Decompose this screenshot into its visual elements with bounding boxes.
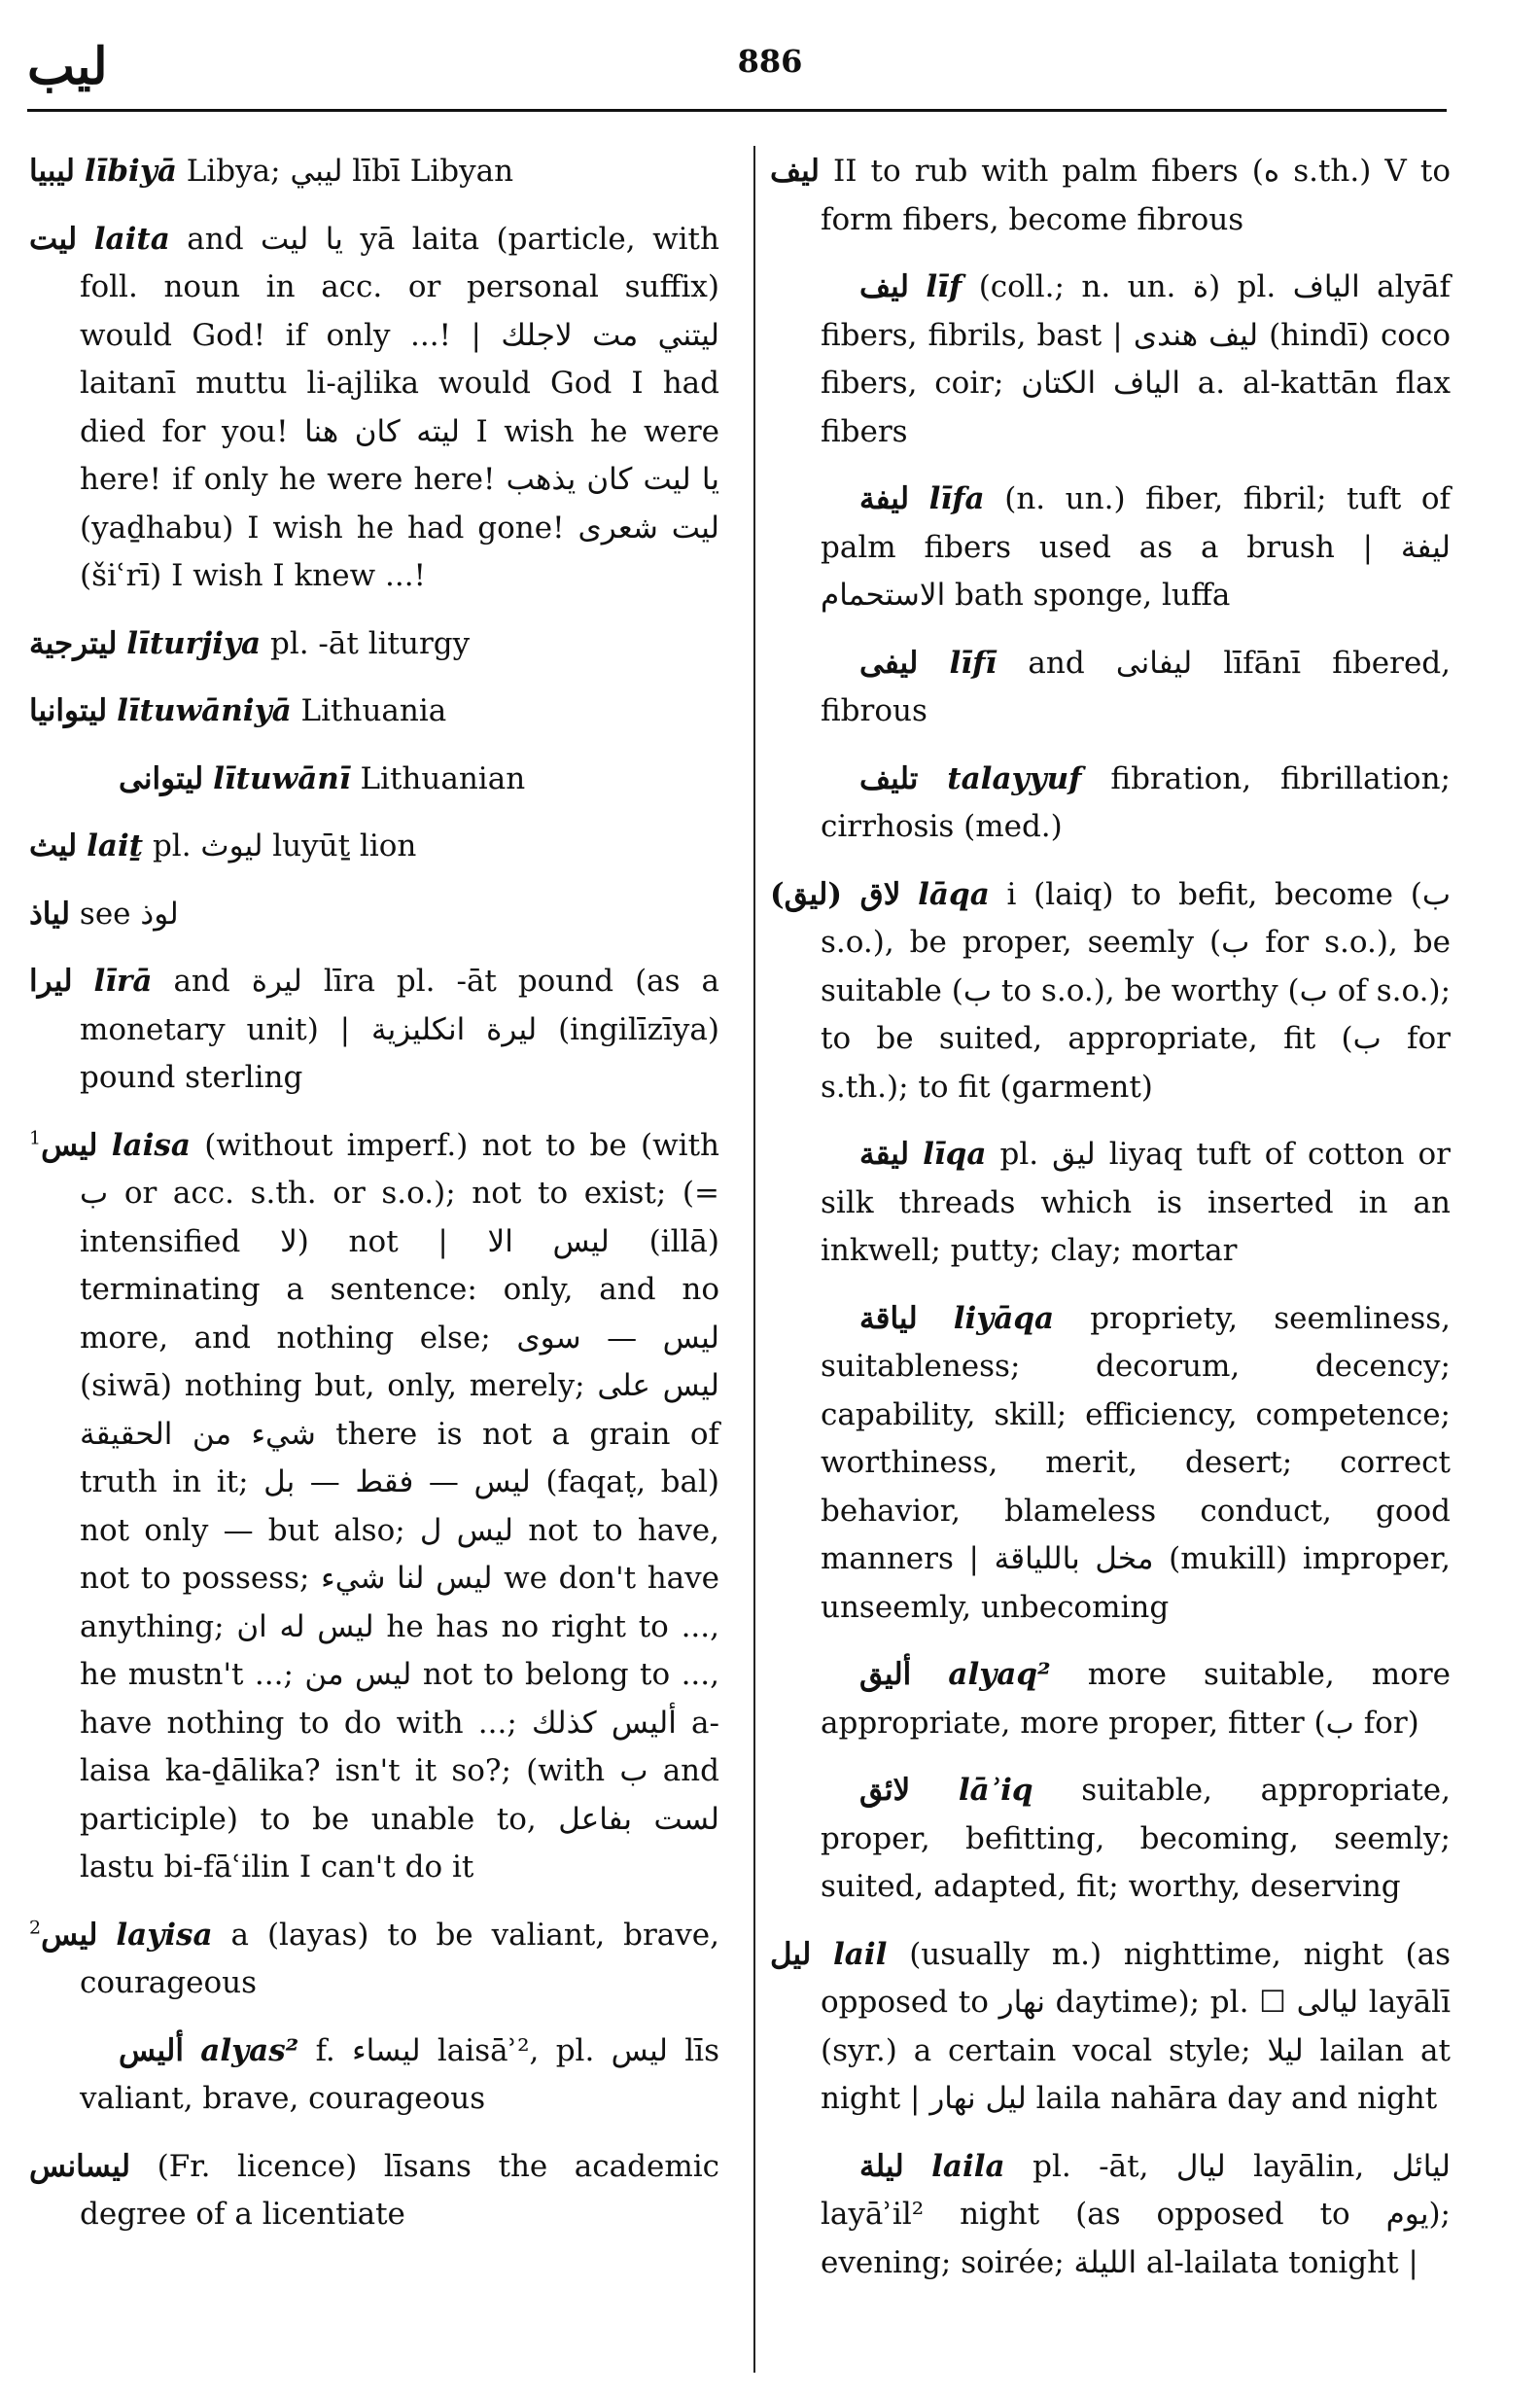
entry-definition: and ليفانى līfānī fibered, fibrous xyxy=(821,645,1451,728)
entry-headword-arabic: ليفة xyxy=(859,481,910,516)
entry-transliteration: laila xyxy=(931,2148,1005,2184)
entry-headword-arabic: تليف xyxy=(859,760,919,796)
entry-definition: pl. -āt liturgy xyxy=(269,625,471,661)
entry-definition: pl. ليق liyaq tuft of cotton or silk threads which is inserted in an inkwell; putty; clay; mortar xyxy=(821,1137,1452,1268)
entry-definition: Lithuanian xyxy=(360,760,526,796)
entry-definition: pl. ليوث luyūṯ lion xyxy=(152,828,417,863)
entry-definition: Lithuania xyxy=(300,693,447,728)
dictionary-entry xyxy=(29,891,719,939)
entry-transliteration: lāqa xyxy=(918,876,990,912)
entry-definition: (n. un.) fiber, fibril; tuft of palm fibers used as a brush | ليفة الاستحمام bath sponge, luffa xyxy=(821,481,1452,613)
entry-headword-arabic: ليفى xyxy=(859,645,919,681)
entry-headword-arabic: ليرا xyxy=(29,964,73,999)
dictionary-entry xyxy=(770,148,1451,244)
entry-transliteration: lītuwānī xyxy=(213,760,351,796)
right-column xyxy=(770,148,1451,2307)
entry-headword-arabic: لياقة xyxy=(859,1300,918,1336)
entry-definition: propriety, seemliness, suitableness; decorum, decency; capability, skill; efficiency, competence; worthiness, merit, desert; correct behavior, blameless conduct, good manners | مخل باللياقة (mukill) improper, unseemly, unbecoming xyxy=(821,1300,1452,1625)
entry-transliteration: līturjiya xyxy=(126,625,262,661)
entry-transliteration: laita xyxy=(93,221,170,257)
entry-transliteration: alyas² xyxy=(200,2032,299,2068)
entry-headword-arabic: ليل xyxy=(770,1936,812,1972)
entry-homograph-number: 1 xyxy=(29,1127,42,1149)
entry-definition: (Fr. licence) līsans the academic degree of a licentiate xyxy=(80,2148,719,2232)
entry-headword-arabic: أليس xyxy=(119,2032,184,2068)
dictionary-entry xyxy=(770,1131,1451,1276)
entry-transliteration: līf xyxy=(926,269,962,304)
entry-transliteration: laiṯ xyxy=(87,828,144,863)
page-header xyxy=(0,0,1540,117)
entry-headword-arabic: ليسانس xyxy=(29,2148,131,2184)
entry-headword-arabic: ليس xyxy=(41,1917,98,1953)
entry-definition: II to rub with palm fibers (ه s.th.) V to form fibers, become fibrous xyxy=(821,154,1451,237)
dictionary-entry xyxy=(29,1912,719,2008)
dictionary-entry xyxy=(770,264,1451,456)
entry-headword-arabic: ليس xyxy=(41,1127,98,1163)
entry-definition: Libya; ليبي lībī Libyan xyxy=(186,154,514,189)
entry-definition: more suitable, more appropriate, more proper, fitter (ب for) xyxy=(821,1657,1451,1741)
entry-transliteration: līqa xyxy=(923,1137,987,1172)
entry-transliteration: lītuwāniyā xyxy=(117,693,292,728)
entry-transliteration: līrā xyxy=(93,964,153,999)
entry-headword-arabic: ليتوانيا xyxy=(29,693,108,728)
entry-headword-arabic: لياذ xyxy=(29,896,71,932)
entry-headword-arabic: ليث xyxy=(29,828,78,863)
entry-transliteration: layisa xyxy=(116,1917,213,1953)
entry-headword-arabic: ليبيا xyxy=(29,154,75,189)
entry-transliteration: līfa xyxy=(928,481,985,516)
running-head-arabic: ليب xyxy=(27,37,108,96)
entry-headword-arabic: ليقة xyxy=(859,1137,910,1172)
dictionary-entry xyxy=(29,1122,719,1892)
dictionary-entry xyxy=(770,640,1451,736)
column-divider xyxy=(753,146,755,2373)
dictionary-entry xyxy=(770,475,1451,620)
entry-homograph-number: 2 xyxy=(29,1917,42,1939)
entry-headword-arabic: ليترجية xyxy=(29,625,118,661)
entry-transliteration: lail xyxy=(833,1936,888,1972)
dictionary-entry xyxy=(770,1931,1451,2124)
entry-headword-arabic: أليق xyxy=(859,1657,912,1692)
entry-transliteration: alyaq² xyxy=(948,1657,1051,1692)
dictionary-entry xyxy=(29,958,719,1103)
entry-definition: and ليرة līra pl. -āt pound (as a monetary unit) | ليرة انكليزية (ingilīzīya) pound sterling xyxy=(80,964,720,1095)
dictionary-entry xyxy=(770,756,1451,852)
entry-definition: pl. -āt, ليال layālin, ليائل layāʾil² night (as opposed to يوم); evening; soirée; الليلة al-lailata tonight | xyxy=(821,2148,1451,2280)
entry-definition: a (layas) to be valiant, brave, courageous xyxy=(80,1917,719,2000)
entry-definition: suitable, appropriate, proper, befitting, becoming, seemly; suited, adapted, fit; worthy, deserving xyxy=(821,1773,1451,1904)
dictionary-entry xyxy=(770,1295,1451,1633)
dictionary-entry xyxy=(29,2143,719,2239)
entry-definition: (without imperf.) not to be (with ب or acc. s.th. or s.o.); not to exist; (= intensified لا) not | ليس الا (illā) terminating a sentence: only, and no more, and nothing else; ليس — سوى (siwā) nothing but, only, merely; ليس على شيء من الحقيقة there is not a grain of truth in it; ليس — فقط — بل (faqaṭ, bal) not only — but also; ليس ل not to have, not to possess; ليس لنا شيء we don't have anything; ليس له ان he has no right to ..., he mustn't ...; ليس من not to belong to ..., have nothing to do with ...; أليس كذلك a-laisa ka-ḏālika? isn't it so?; (with ب and participle) to be unable to, لست بفاعل lastu bi-fāʿilin I can't do it xyxy=(80,1127,720,1884)
entry-transliteration: laisa xyxy=(111,1127,191,1163)
entry-headword-arabic: لائق xyxy=(859,1773,911,1808)
dictionary-entry xyxy=(29,148,719,196)
dictionary-entry xyxy=(29,216,719,601)
entry-transliteration: lībiyā xyxy=(84,154,177,189)
entry-headword-arabic: ليلة xyxy=(859,2148,904,2184)
dictionary-entry xyxy=(29,823,719,871)
entry-headword-arabic: ليف xyxy=(859,269,909,304)
entry-definition: fibration, fibrillation; cirrhosis (med.) xyxy=(821,760,1452,844)
dictionary-entry xyxy=(770,1767,1451,1912)
dictionary-entry xyxy=(770,871,1451,1112)
entry-transliteration: lāʾiq xyxy=(958,1773,1033,1808)
left-column xyxy=(29,148,719,2259)
entry-definition: (usually m.) nighttime, night (as opposed to نهار daytime); pl. ☐ ليالى layālī (syr.) a certain vocal style; ليلا lailan at night | ليل نهار laila nahāra day and night xyxy=(821,1936,1452,2116)
entry-headword-arabic: لاق (ليق) xyxy=(770,876,901,912)
dictionary-entry xyxy=(29,756,719,804)
dictionary-entry xyxy=(770,1651,1451,1747)
page-number: 886 xyxy=(737,43,803,80)
entry-transliteration: līfī xyxy=(949,645,998,681)
entry-definition: i (laiq) to befit, become (ب s.o.), be proper, seemly (ب for s.o.), be suitable (ب to s.o.), be worthy (ب of s.o.); to be suited, appropriate, fit (ب for s.th.); to fit (garment) xyxy=(821,876,1452,1105)
entry-headword-arabic: ليتوانى xyxy=(119,760,204,796)
dictionary-entry xyxy=(29,687,719,736)
entry-headword-arabic: ليف xyxy=(770,154,820,189)
entry-definition: (coll.; n. un. ة) pl. الياف alyāf fibers, fibrils, bast | ليف هندى (hindī) coco fibers, coir; الياف الكتان a. al-kattān flax fibers xyxy=(821,269,1452,449)
header-rule xyxy=(27,109,1447,112)
entry-transliteration: liyāqa xyxy=(953,1300,1055,1336)
entry-transliteration: talayyuf xyxy=(947,760,1082,796)
dictionary-entry xyxy=(770,2143,1451,2288)
dictionary-entry xyxy=(29,620,719,669)
entry-headword-arabic: ليت xyxy=(29,221,78,257)
entry-definition: f. ليساء laisāʾ², pl. ليس līs valiant, brave, courageous xyxy=(80,2032,719,2116)
entry-definition: see لوذ xyxy=(79,896,179,932)
entry-definition: and يا ليت yā laita (particle, with foll. noun in acc. or personal suffix) would God! if only ...! | ليتني مت لاجلك laitanī muttu li-ajlika would God I had died for you! ليته كان هنا I wish he were here! if only he were here! يا ليت كان يذهب (yaḏhabu) I wish he had gone! ليت شعرى (šiʿrī) I wish I knew ...! xyxy=(80,221,719,593)
dictionary-entry xyxy=(29,2027,719,2124)
